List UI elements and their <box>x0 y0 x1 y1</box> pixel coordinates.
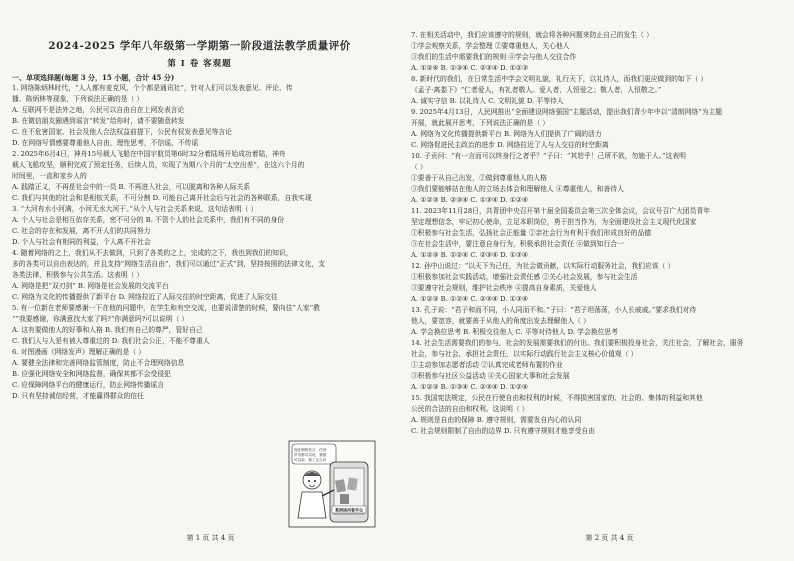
question-line: ①主动参加志愿者活动 ②认真完成老师布置的作业 <box>411 361 563 369</box>
question-line: A. 互联网不是法外之地，公民可以自由自在上网发表言论 <box>12 106 185 114</box>
question-q12 <box>411 261 784 305</box>
part-heading: 第 I 卷 客观题 <box>167 59 232 69</box>
question-q9 <box>411 107 784 151</box>
question-line: A. 要健全法律和完善网络监管制度，防止不合理网络信息 <box>12 359 185 367</box>
question-q11 <box>411 206 784 261</box>
question-q10 <box>411 151 784 206</box>
question-line: 11. 2023年11月28日，共青团中央召开第十届全国委员会第三次全体会议，会议号召广大团员青年 <box>411 207 711 215</box>
question-line: 坚定理想信念，牢记初心使命，立足本职岗位，勇于担当作为，为全面建设社会主义现代化国家 <box>411 218 697 226</box>
question-line: ③在社会生活中，要注意自身行为，积极承担社会责任 ④做到知行合一 <box>411 240 624 248</box>
question-q14 <box>411 338 784 393</box>
cartoon-banner: 某网络问卷平台 <box>335 507 363 513</box>
question-line: A. ①②④ B. ①③④ C. ②③④ D. ①②③ <box>411 64 528 72</box>
question-line: 4. 随着网络的之上，我们从不去做到，只到了各类的之上，完成的之下，我也到我们的知识， <box>12 249 293 257</box>
question-line: ③我们要能够站在他人的立场去体会和理解他人 ④尊重他人，和善待人 <box>411 185 624 193</box>
question-line: 14. 社会生活需要我们的参与，社会的发展需要我们的付出。我们要积极投身社会，关注社会，了解社会，服务 <box>411 339 744 347</box>
question-line: 13. 孔子说：“君子和而不同，小人同而不和。”子曰：“君子坦荡荡，小人长戚戚。”要求我们对待 <box>411 306 697 314</box>
question-line: C. 我们与其他的社会和是相依关系，不可分割 D. 可能自己离开社会后与社会的各种联系，自我实现 <box>12 194 312 202</box>
question-line: ①学会观察关系，学会整理 ②要尊重他人，关心他人 <box>411 42 570 50</box>
question-line: A. 规则是自由的保障 B. 遵守规则，需要发自内心的认同 <box>411 416 582 424</box>
cartoon-illustration <box>288 440 376 528</box>
question-line: “”我要感谢，你满意找大家了吗?“你满意吗?可以说明（ ） <box>12 315 189 323</box>
question-line: A. ①②③ B. ①②④ C. ②③④ D. ①③④ <box>411 251 528 259</box>
question-line: 他人，要宽容，就要善于从他人的角度出发去理解他人（ ） <box>411 317 590 325</box>
question-line: A. 学会换位思考 B. 积极交往他人 C. 平等对待他人 D. 学会换位思考 <box>411 328 618 336</box>
section-heading: 一、单项选择题(每题 3 分，15 小题，合计 45 分) <box>12 73 175 82</box>
question-q7 <box>411 30 784 74</box>
question-q4 <box>12 248 387 347</box>
right-page <box>397 0 794 561</box>
question-line: C. 应保障网络平台的健康运行，防止网络传播谣言 <box>12 381 165 389</box>
question-line: ①积极参加社会实践活动，增强社会责任感 ②关心社会发展，参与社会生活 <box>411 273 638 281</box>
question-q2 <box>12 149 387 248</box>
question-line: 时间里，一直和家乡人的 <box>12 172 87 180</box>
question-line: 12. 孙中山说过：“以天下为己任，为社会做贡献，以实际行动服务社会，我们应该（ ） <box>411 262 675 270</box>
question-line: 10. 子贡问：“有一言而可以终身行之者乎？”子曰：“其恕乎！己所不欲，勿施于人。”这表明 <box>411 152 686 160</box>
cartoon-bubble-text: 现在网络发言，任何 <box>294 448 327 452</box>
question-line: D. 在网络写情感要尊重他人自由，理性思考，不信谣，不传谣 <box>12 139 199 147</box>
question-line: 开展，就此展开思考，下列说法正确的是（ ） <box>411 119 550 127</box>
question-line: 15. 我国宪法规定，公民在行使自由和权利的时候，不得损害国家的、社会的、集体的利益和其他 <box>411 394 703 402</box>
question-line: A. 诚实守信 B. 以礼待人 C. 文明礼貌 D. 平等待人 <box>411 97 564 105</box>
question-line: A. ①②③ B. ②③④ C. ①③④ D. ①②④ <box>411 196 528 204</box>
question-line: （ ） <box>411 163 427 171</box>
question-line: C. 社会规则限制了自由的边界 D. 只有遵守规则才能享受自由 <box>411 427 596 435</box>
question-line: ③我们的生活中需要我们的规则 ④学会与他人交往合作 <box>411 53 577 61</box>
question-line: B. 在微信朋友圈遇到谣言“转发”给你时，请不要随意转发 <box>12 117 185 125</box>
question-line: C. 网络促进民主政治的进步 D. 网络拉近了人与人交往的时空距离 <box>411 141 609 149</box>
question-line: ③积极参与社区公益活动 ④关心国家大事和社会发展 <box>411 372 570 380</box>
question-line: 9. 2025年4月13日，人民网推出“全面建设网络强国”主题活动，提出我们青少年中以“清朗网络”为主题 <box>411 108 723 116</box>
right-question-list <box>411 30 784 437</box>
question-line: A. 践踏正义，不再是社会中的一员 B. 不再进入社会，可以脱离和各种人际关系 <box>12 183 251 191</box>
question-line: A. ①②③ B. ①③④ C. ②③④ D. ①②④ <box>411 383 528 391</box>
question-line: 播、陈炳林等现象，下列说法正确的是（ ） <box>12 95 144 103</box>
left-question-list <box>12 83 387 402</box>
question-line: C. 网络为文化的传播提供了新平台 D. 网络拉近了人际交往的时空距离，促进了人际交往 <box>12 293 278 301</box>
question-line: 7. 在相关活动中，我们应该遵守的规则，就会将各种问题来防止自己的发生（ ） <box>411 31 653 39</box>
question-line: C. 社会的存在和发展，离不开人们的共同努力 <box>12 227 151 235</box>
question-line: ①积极参与社会生活，弘扬社会正能量 ②亲社会行为有利于我们形成良好的品德 <box>411 229 652 237</box>
page-footer-left: 第 1 页 共 4 页 <box>186 534 235 542</box>
question-line: 1. 网络陈炳林时代，“人人都有麦克风，个个都是通讯社”，针对人们可以发表意见、评论、传 <box>12 84 293 92</box>
question-line: 各类法律，积极参与公共生活。这表明（ ） <box>12 271 144 279</box>
question-line: D. 只有坚持诚信经营，才能赢得群众的信任 <box>12 392 144 400</box>
question-q15 <box>411 393 784 437</box>
question-line: 社会，参与社会，承担社会责任，以实际行动践行社会主义核心价值观（ ） <box>411 350 638 358</box>
svg-text:声音都可以说，我都: 声音都可以说，我都 <box>294 453 327 457</box>
question-q1 <box>12 83 387 149</box>
question-line: A. 网络为文化传播提供新平台 B. 网络为人们提供了广阔的活力 <box>411 130 602 138</box>
question-line: ①要善于从自己出发，②做到尊重他人的人格 <box>411 174 547 182</box>
question-q8 <box>411 74 784 107</box>
question-line: 载人飞船攻坚，顺利完成了预定任务，后续人员，实现了为期八个月的“太空出差”，在这六个月的 <box>12 161 305 169</box>
question-line: B. 应强化网络安全和网络监督，确保其都不会受侵犯 <box>12 370 171 378</box>
exam-title: 2024-2025 学年八年级第一学期第一阶段道法教学质量评价 <box>48 40 351 52</box>
page-footer-right: 第 2 页 共 4 页 <box>585 534 634 542</box>
question-line: 2. 2025年6月4日，神舟15号载人飞船在中国宇航员第6时32分着陆场开始成功着陆，神舟 <box>12 150 286 158</box>
question-line: A. 网络是把“双刃剑” B. 网络是社会发展的交流平台 <box>12 282 169 290</box>
question-line: 6. 对图漫画《网络发声》理解正确的是（ ） <box>12 348 146 356</box>
question-q13 <box>411 305 784 338</box>
question-line: 多的各类可以自由表达的，并且支持“网络生活自由”，我们可以通过“正式”到，坚持按照的法律文化，支 <box>12 260 325 268</box>
question-line: 公民的合法的自由和权利。这说明（ ） <box>411 405 529 413</box>
question-line: ③要遵守社会规则，维护社会秩序 ④提高自身素质，关爱他人 <box>411 284 597 292</box>
question-line: D. 个人与社会有相同的利益，个人离不开社会 <box>12 238 151 246</box>
question-line: C. 我们人与人是有被人尊重过的 D. 我们社会公正，不能不尊重人 <box>12 337 210 345</box>
question-q6 <box>12 347 282 402</box>
question-line: 8. 新时代的我们，在日常生活中学会文明礼貌，礼行天下，以礼待人，而我们更应做到的如下（ ） <box>411 75 708 83</box>
svg-text:可以说，我了这么好: 可以说，我了这么好 <box>294 458 327 462</box>
question-line: A. 个人与社会是相互依存关系，密不可分的 B. 不管个人的社会关系中，我们有不同的身份 <box>12 216 285 224</box>
question-line: 《孟子·离娄下》“仁者爱人，有礼者敬人。爱人者，人恒爱之；敬人者，人恒敬之。” <box>411 86 662 94</box>
question-line: A. ①②③ B. ①②④ C. ②③④ D. ①③④ <box>411 295 528 303</box>
question-line: C. 在不危害国家、社会及他人合法权益前提下，公民有权发表意见等言论 <box>12 128 232 136</box>
question-line: 5. 有一位新在老师要感谢一下在他的问题中，在学生和有空交流，也要说清楚的时候，要向往“人家“教 <box>12 304 320 312</box>
question-line: A. 这有要做他人的好事和人格 B. 我们有自己的尊严，管好自己 <box>12 326 203 334</box>
question-line: 3. “大河有水小河满，小河无水大河干。”从个人与社会关系来说，这句话表明（ ） <box>12 205 258 213</box>
